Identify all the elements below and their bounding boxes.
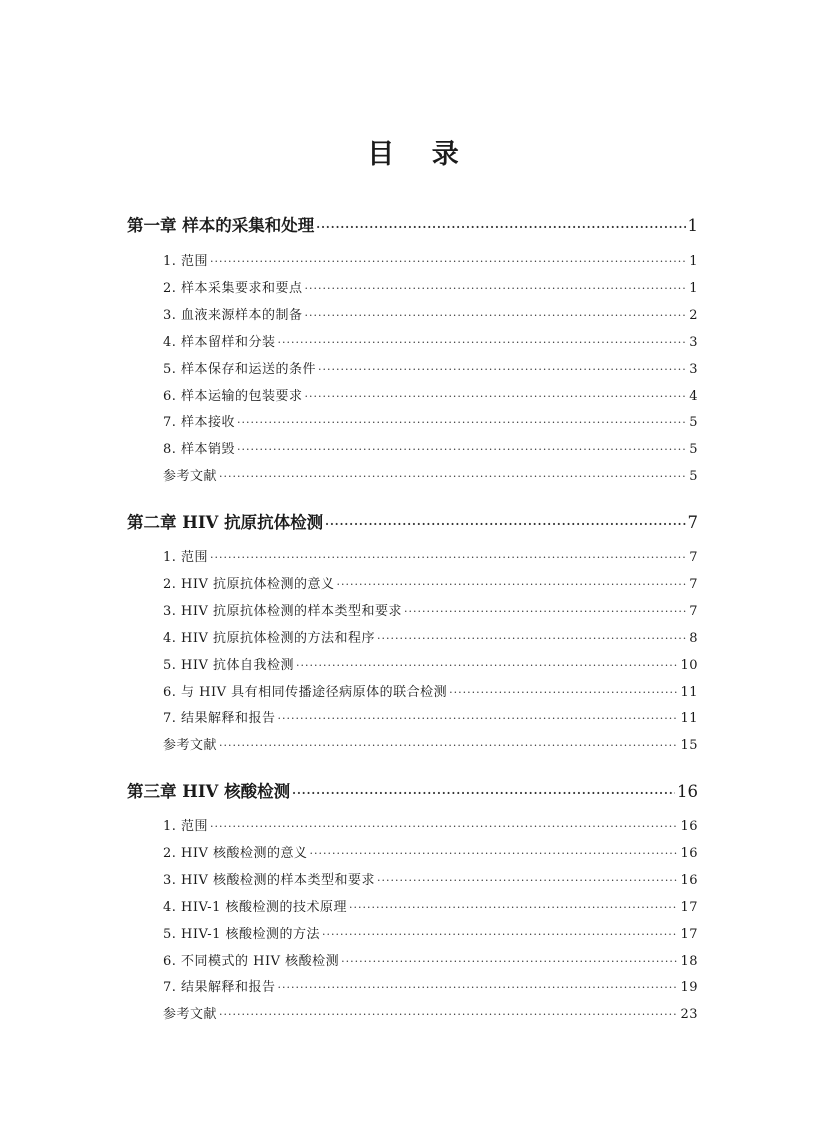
toc-entry[interactable]	[163, 976, 698, 995]
entry-page-number: 16	[680, 845, 698, 861]
entry-title: 参考文献	[163, 469, 218, 485]
entry-page-number: 2	[689, 307, 698, 323]
toc-entry[interactable]	[163, 950, 698, 969]
chapter-title: 第三章 HIV 核酸检测	[127, 782, 291, 801]
leader-dots	[210, 820, 678, 833]
toc-entry[interactable]	[163, 815, 698, 834]
entry-page-number: 5	[689, 415, 698, 431]
leader-dots	[404, 605, 687, 618]
toc-entry[interactable]	[163, 358, 698, 377]
leader-dots	[449, 686, 678, 699]
toc-entry[interactable]	[163, 304, 698, 323]
entry-page-number: 8	[689, 630, 698, 646]
chapter-title: 第一章 样本的采集和处理	[127, 216, 315, 235]
entry-page-number: 5	[689, 469, 698, 485]
chapter-heading[interactable]	[127, 509, 698, 533]
toc-entry[interactable]	[163, 573, 698, 592]
entry-title: 8. 样本销毁	[163, 442, 236, 458]
entry-title: 7. 样本接收	[163, 415, 236, 431]
toc-entry[interactable]	[163, 923, 698, 942]
leader-dots	[341, 955, 678, 968]
leader-dots	[278, 336, 688, 349]
leader-dots	[292, 787, 675, 800]
leader-dots	[210, 551, 687, 564]
entry-title: 参考文献	[163, 738, 218, 754]
page-title: 目 录	[367, 139, 473, 170]
leader-dots	[219, 470, 687, 483]
chapter-page-number: 16	[677, 782, 698, 801]
entry-title: 3. HIV 抗原抗体检测的样本类型和要求	[163, 603, 403, 619]
toc-entry[interactable]	[163, 331, 698, 350]
entry-page-number: 11	[680, 711, 698, 727]
entry-page-number: 19	[680, 980, 698, 996]
chapter-page-number: 1	[687, 216, 698, 235]
leader-dots	[377, 632, 687, 645]
toc-entry[interactable]	[163, 385, 698, 404]
toc-entry[interactable]	[163, 1003, 698, 1022]
entry-page-number: 5	[689, 442, 698, 458]
entry-page-number: 17	[680, 926, 698, 942]
entry-title: 6. 样本运输的包装要求	[163, 388, 303, 404]
entry-title: 1. 范围	[163, 254, 209, 269]
entry-page-number: 16	[680, 819, 698, 834]
entry-page-number: 3	[689, 334, 698, 350]
leader-dots	[296, 659, 678, 672]
entry-page-number: 7	[689, 576, 698, 592]
toc-entry[interactable]	[163, 600, 698, 619]
entry-page-number: 1	[689, 254, 698, 269]
entry-title: 2. HIV 抗原抗体检测的意义	[163, 576, 335, 592]
entry-page-number: 4	[689, 388, 698, 404]
leader-dots	[237, 416, 687, 429]
chapter-title: 第二章 HIV 抗原抗体检测	[127, 513, 324, 532]
leader-dots	[237, 443, 687, 456]
leader-dots	[316, 221, 685, 234]
entry-page-number: 18	[680, 953, 698, 969]
toc-entry[interactable]	[163, 896, 698, 915]
chapter-page-number: 7	[687, 513, 698, 532]
entry-title: 7. 结果解释和报告	[163, 711, 276, 727]
leader-dots	[349, 901, 678, 914]
entry-page-number: 23	[680, 1007, 698, 1023]
toc-entry[interactable]	[163, 627, 698, 646]
leader-dots	[318, 363, 687, 376]
entry-title: 3. 血液来源样本的制备	[163, 307, 303, 323]
chapter-heading[interactable]	[127, 212, 698, 236]
toc-entry[interactable]	[163, 869, 698, 888]
toc-entry[interactable]	[163, 707, 698, 726]
toc-entry[interactable]	[163, 654, 698, 673]
leader-dots	[310, 847, 679, 860]
entry-page-number: 10	[680, 657, 698, 673]
toc-entry[interactable]	[163, 277, 698, 296]
leader-dots	[325, 518, 685, 531]
toc-entry[interactable]	[163, 546, 698, 565]
leader-dots	[305, 282, 688, 295]
entry-page-number: 1	[689, 280, 698, 296]
entry-page-number: 7	[689, 550, 698, 565]
toc-entry[interactable]	[163, 411, 698, 430]
entry-page-number: 17	[680, 899, 698, 915]
entry-title: 3. HIV 核酸检测的样本类型和要求	[163, 872, 376, 888]
leader-dots	[305, 309, 688, 322]
toc-entry[interactable]	[163, 734, 698, 753]
entry-page-number: 15	[680, 738, 698, 754]
entry-title: 7. 结果解释和报告	[163, 980, 276, 996]
entry-title: 1. 范围	[163, 550, 209, 565]
toc-entry[interactable]	[163, 250, 698, 269]
entry-title: 2. HIV 核酸检测的意义	[163, 845, 308, 861]
entry-title: 2. 样本采集要求和要点	[163, 280, 303, 296]
leader-dots	[278, 712, 679, 725]
entry-title: 4. HIV-1 核酸检测的技术原理	[163, 899, 347, 915]
entry-title: 6. 与 HIV 具有相同传播途径病原体的联合检测	[163, 684, 448, 700]
leader-dots	[219, 739, 678, 752]
leader-dots	[337, 578, 688, 591]
leader-dots	[322, 928, 678, 941]
entry-title: 5. HIV-1 核酸检测的方法	[163, 926, 320, 942]
entry-title: 1. 范围	[163, 819, 209, 834]
entry-title: 5. HIV 抗体自我检测	[163, 657, 295, 673]
entry-title: 6. 不同模式的 HIV 核酸检测	[163, 953, 340, 969]
entry-page-number: 11	[680, 684, 698, 700]
chapter-heading[interactable]	[127, 778, 698, 802]
entry-page-number: 16	[680, 872, 698, 888]
entry-title: 4. HIV 抗原抗体检测的方法和程序	[163, 630, 376, 646]
leader-dots	[305, 390, 688, 403]
toc-entry[interactable]	[163, 842, 698, 861]
leader-dots	[210, 255, 687, 268]
entry-title: 4. 样本留样和分装	[163, 334, 276, 350]
entry-title: 参考文献	[163, 1007, 218, 1023]
leader-dots	[219, 1008, 678, 1021]
leader-dots	[278, 981, 679, 994]
toc-entry[interactable]	[163, 681, 698, 700]
entry-page-number: 3	[689, 361, 698, 377]
leader-dots	[377, 874, 678, 887]
entry-title: 5. 样本保存和运送的条件	[163, 361, 317, 377]
entry-page-number: 7	[689, 603, 698, 619]
toc-entry[interactable]	[163, 438, 698, 457]
toc-entry[interactable]	[163, 465, 698, 484]
